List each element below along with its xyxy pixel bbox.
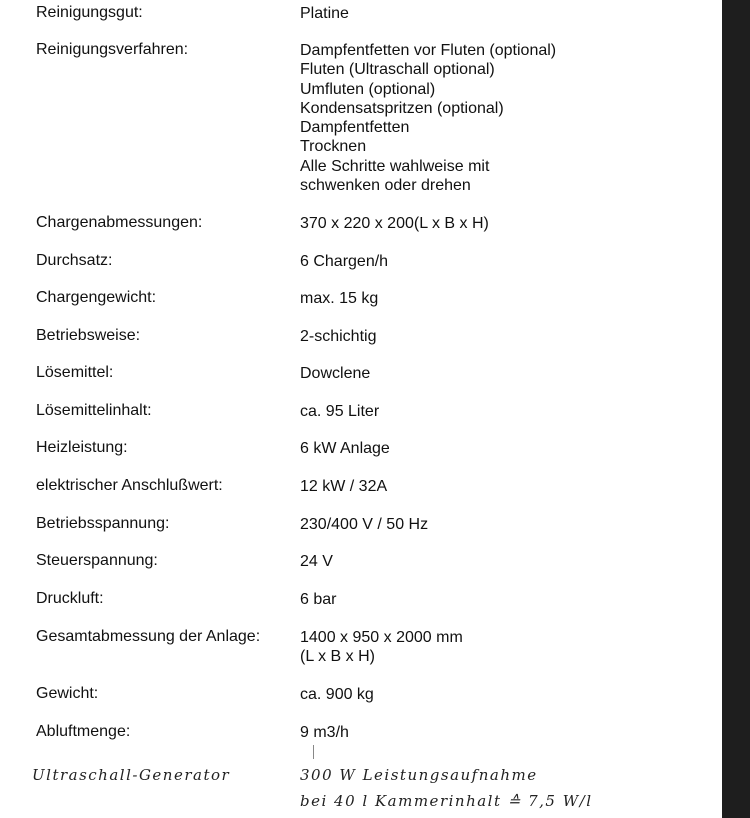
spec-value [300,515,428,534]
spec-value-line: Dampfentfetten [300,119,410,137]
spec-value [300,4,349,23]
spec-value [300,41,556,195]
spec-value-line: Dampfentfetten vor Fluten (optional) [300,42,557,59]
spec-value-line: 9 m3/h [300,724,349,741]
spec-label: Chargengewicht: [36,289,157,306]
spec-value [300,289,378,308]
spec-value-line: Umfluten (optional) [300,80,436,98]
spec-label: Reinigungsverfahren: [36,41,189,58]
spec-value-line: 370 x 220 x 200(L x B x H) [300,215,489,232]
spec-value-line: Fluten (Ultraschall optional) [300,61,495,79]
spec-value-line: Alle Schritte wahlweise mit [300,157,490,175]
spec-value [300,364,370,383]
spec-value-line: 6 kW Anlage [300,440,390,457]
spec-value-line: 1400 x 950 x 2000 mm [300,629,463,646]
spec-value-line: 230/400 V / 50 Hz [300,516,429,533]
spec-value [300,252,388,271]
spec-label: Abluftmenge: [36,723,131,740]
spec-label: Gesamtabmessung der Anlage: [36,628,261,645]
spec-label: Betriebsspannung: [36,515,170,532]
spec-value [300,723,349,742]
pen-mark [313,745,314,759]
spec-value [300,685,374,704]
spec-label: elektrischer Anschlußwert: [36,477,223,494]
spec-label: Lösemittelinhalt: [36,402,152,419]
spec-label: Betriebsweise: [36,327,141,344]
handwritten-note-left: Ultraschall-Generator [32,766,231,784]
handwritten-note-right-2: bei 40 l Kammerinhalt ≙ 7,5 W/l [300,792,593,810]
spec-value-line: schwenken oder drehen [300,177,471,195]
spec-value-line: 24 V [300,553,333,570]
spec-value-line: Dowclene [300,365,371,382]
spec-value [300,628,463,667]
spec-value [300,402,379,421]
spec-label: Steuerspannung: [36,552,158,569]
spec-value [300,590,336,609]
spec-value-line: max. 15 kg [300,290,379,307]
spec-value-line: (L x B x H) [300,648,375,666]
spec-label: Chargenabmessungen: [36,214,203,231]
spec-value-line: Kondensatspritzen (optional) [300,99,504,117]
spec-value-line: 2-schichtig [300,328,377,345]
spec-value-line: Platine [300,5,349,22]
spec-label: Gewicht: [36,685,99,702]
spec-value-line: 6 bar [300,591,337,608]
spec-value [300,214,489,233]
spec-label: Reinigungsgut: [36,4,143,21]
spec-value [300,439,390,458]
spec-value-line: 12 kW / 32A [300,478,388,495]
spec-value-line: 6 Chargen/h [300,253,389,270]
spec-value [300,477,387,496]
spec-value [300,327,376,346]
spec-value-line: Trocknen [300,138,367,156]
scrollbar[interactable] [722,0,750,818]
spec-value [300,552,333,571]
spec-value-line: ca. 900 kg [300,686,374,703]
spec-label: Lösemittel: [36,364,114,381]
handwritten-note-right-1: 300 W Leistungsaufnahme [300,766,538,784]
spec-value-line: ca. 95 Liter [300,403,380,420]
spec-label: Druckluft: [36,590,104,607]
spec-label: Heizleistung: [36,439,128,456]
spec-label: Durchsatz: [36,252,113,269]
